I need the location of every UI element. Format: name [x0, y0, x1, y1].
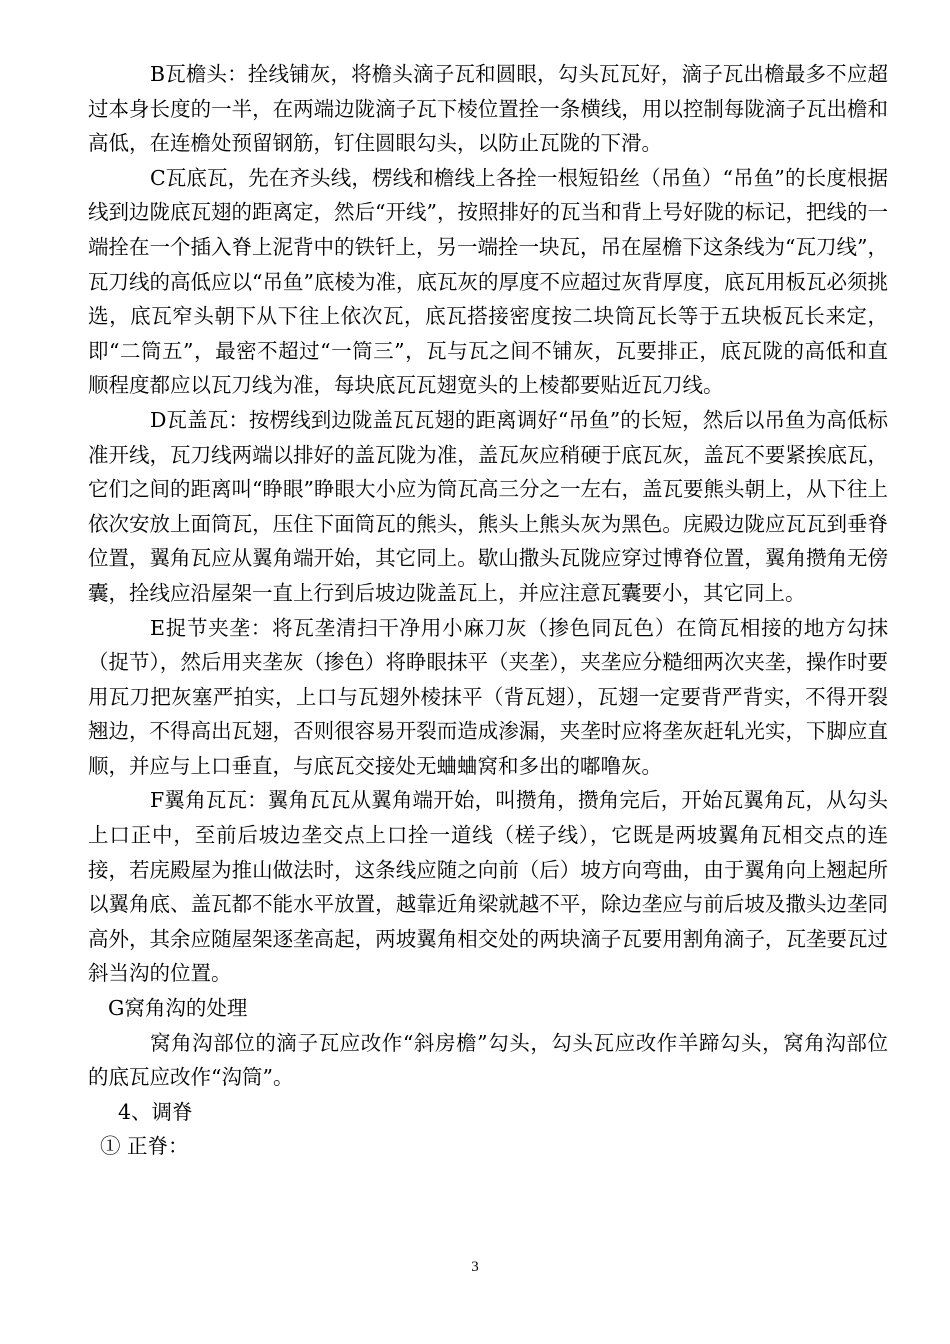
- section-heading-ridge: 4、调脊: [118, 1099, 193, 1124]
- paragraph-c-bottom-tiles: C瓦底瓦，先在齐头线，楞线和檐线上各拴一根短铅丝（吊鱼）“吊鱼”的长度根据线到边陇底瓦翅的距离定，然后“开线”，按照排好的瓦当和背上号好陇的标记，把线的一端拴在一个插入脊上泥背中的铁钎上，另一端拴一块瓦，吊在屋檐下这条线为“瓦刀线”，瓦刀线的高低应以“吊鱼”底棱为准，底瓦灰的厚度不应超过灰背厚度，底瓦用板瓦必须挑选，底瓦窄头朝下从下往上依次瓦，底瓦搭接密度按二块筒瓦长等于五块板瓦长来定，即“二筒五”，最密不超过“一筒三”，瓦与瓦之间不铺灰，瓦要排正，底瓦陇的高低和直顺程度都应以瓦刀线为准，每块底瓦瓦翅宽头的上棱都要贴近瓦刀线。: [88, 165, 888, 398]
- paragraph-g-valley-body: 窝角沟部位的滴子瓦应改作“斜房檐”勾头，勾头瓦应改作羊蹄勾头，窝角沟部位的底瓦应改作“沟筒”。: [88, 1030, 888, 1090]
- paragraph-b-eaves: B瓦檐头：拴线铺灰，将檐头滴子瓦和圆眼，勾头瓦瓦好，滴子瓦出檐最多不应超过本身长度的一半，在两端边陇滴子瓦下棱位置拴一条横线，用以控制每陇滴子瓦出檐和高低，在连檐处预留钢筋，钉住圆眼勾头，以防止瓦陇的下滑。: [88, 62, 888, 156]
- paragraph-d-cover-tiles: D瓦盖瓦：按楞线到边陇盖瓦瓦翅的距离调好“吊鱼”的长短，然后以吊鱼为高低标准开线，瓦刀线两端以排好的盖瓦陇为准，盖瓦灰应稍硬于底瓦灰，盖瓦不要紧挨底瓦，它们之间的距离叫“睁眼”睁眼大小应为筒瓦高三分之一左右，盖瓦要熊头朝上，从下往上依次安放上面筒瓦，压住下面筒瓦的熊头，熊头上熊头灰为黑色。庑殿边陇应瓦瓦到垂脊位置，翼角瓦应从翼角端开始，其它同上。歇山撒头瓦陇应穿过博脊位置，翼角攒角无傍囊，拴线应沿屋架一直上行到后坡边陇盖瓦上，并应注意瓦囊要小，其它同上。: [88, 407, 888, 605]
- page-number: 3: [471, 1259, 479, 1275]
- paragraph-f-corner-tiles: F翼角瓦瓦：翼角瓦瓦从翼角端开始，叫攒角，攒角完后，开始瓦翼角瓦，从勾头上口正中，至前后坡边垄交点上口拴一道线（槎子线），它既是两坡翼角瓦相交点的连接，若庑殿屋为推山做法时，这条线应随之向前（后）坡方向弯曲，由于翼角向上翘起所以翼角底、盖瓦都不能水平放置，越靠近角梁就越不平，除边垄应与前后坡及撒头边垄同高外，其余应随屋架逐垄高起，两坡翼角相交处的两块滴子瓦要用割角滴子，瓦垄要瓦过斜当沟的位置。: [88, 788, 888, 986]
- document-body: [88, 57, 888, 1164]
- paragraph-e-joint-pointing: E捉节夹垄：将瓦垄清扫干净用小麻刀灰（掺色同瓦色）在筒瓦相接的地方勾抹（捉节），然后用夹垄灰（掺色）将睁眼抹平（夹垄），夹垄应分糙细两次夹垄，操作时要用瓦刀把灰塞严拍实，上口与瓦翅外棱抹平（背瓦翅），瓦翅一定要背严背实，不得开裂翘边，不得高出瓦翅，否则很容易开裂而造成渗漏，夹垄时应将垄灰赶轧光实，下脚应直顺，并应与上口垂直，与底瓦交接处无蛐蛐窝和多出的嘟噜灰。: [88, 615, 888, 778]
- subheading-g-valley: G窝角沟的处理: [108, 996, 248, 1021]
- subsection-main-ridge: ① 正脊：: [100, 1134, 189, 1159]
